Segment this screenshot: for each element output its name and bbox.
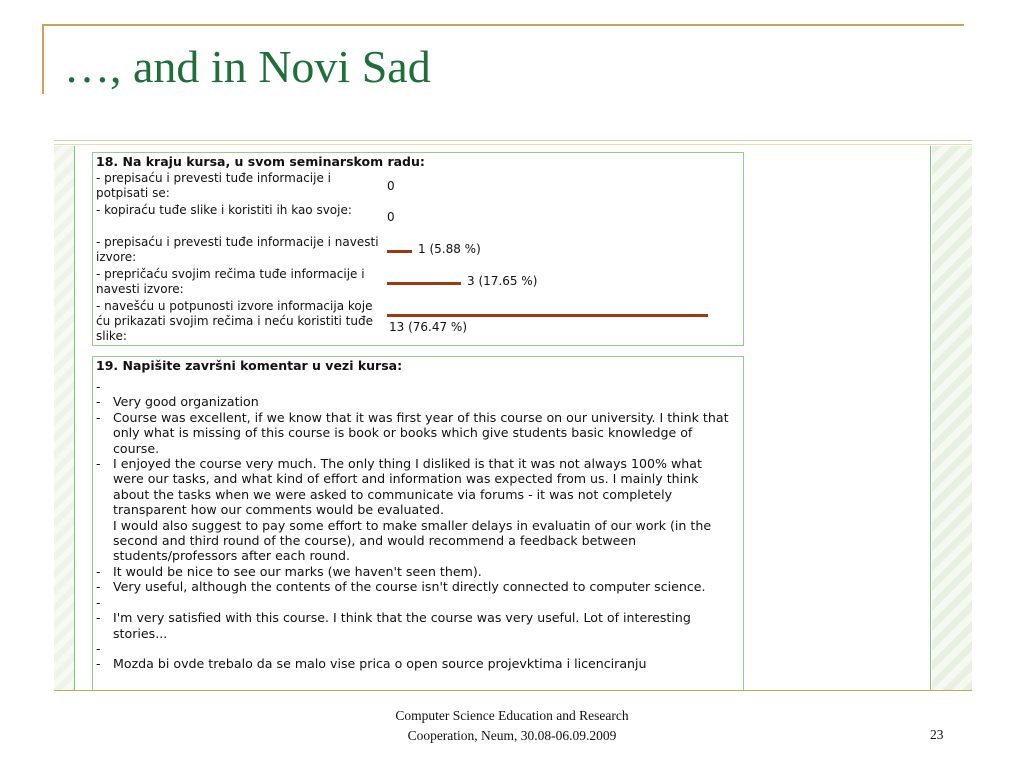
- comment-text: [113, 379, 736, 394]
- option-label: - prepisaću i prevesti tuđe informacije i navesti izvore:: [96, 235, 379, 264]
- comments-list: [96, 379, 736, 672]
- slide-title: …, and in Novi Sad: [64, 41, 431, 92]
- comment-item: [96, 656, 736, 671]
- footer-line: Cooperation, Neum, 30.08-06.09.2009: [407, 728, 617, 743]
- decorative-pattern-right: [932, 146, 972, 690]
- question-19-panel: [92, 356, 744, 690]
- slide-frame-left: [42, 24, 44, 94]
- divider-line: [54, 140, 972, 141]
- column-border-left: [74, 146, 75, 690]
- bullet-dash: -: [96, 394, 101, 410]
- option-value: 0: [387, 179, 395, 193]
- bullet-dash: -: [96, 610, 101, 626]
- option-value: 3 (17.65 %): [467, 274, 538, 288]
- comment-item: [96, 394, 736, 409]
- comment-text: I'm very satisfied with this course. I think that the course was very useful. Lot of interesting stories...: [113, 610, 691, 641]
- result-bar: [387, 250, 412, 253]
- comment-text: It would be nice to see our marks (we haven't seen them).: [113, 563, 482, 579]
- bullet-dash: -: [96, 656, 101, 672]
- bullet-dash: -: [96, 579, 101, 595]
- comment-item: [96, 410, 736, 456]
- bullet-dash: -: [96, 640, 101, 656]
- comment-text: [113, 641, 736, 656]
- comment-item: [96, 579, 736, 594]
- result-bar: [387, 282, 461, 285]
- option-label: - kopiraću tuđe slike i koristiti ih kao svoje:: [96, 203, 352, 217]
- divider-line: [54, 690, 972, 691]
- comment-text: Very useful, although the contents of the course isn't directly connected to computer science.: [113, 579, 706, 595]
- bullet-dash: -: [96, 379, 101, 394]
- question-18-panel: [92, 152, 744, 346]
- comment-item: [96, 564, 736, 579]
- survey-screenshot: [54, 146, 972, 690]
- column-border-right: [930, 146, 931, 690]
- option-label: - prepričaću svojim rečima tuđe informacije i navesti izvore:: [96, 267, 365, 296]
- comment-text: Course was excellent, if we know that it was first year of this course on our university. I think that only what is missing of this course is book or books which give students basic knowledge of course.: [113, 409, 729, 456]
- decorative-pattern-left: [54, 146, 74, 690]
- comment-text: Mozda bi ovde trebalo da se malo vise prica o open source projevktima i licenciranju: [113, 656, 647, 672]
- bullet-dash: -: [96, 456, 101, 472]
- option-value: 0: [387, 210, 395, 224]
- divider-line: [54, 144, 972, 145]
- option-value: 13 (76.47 %): [389, 320, 468, 334]
- question-18-title: 18. Na kraju kursa, u svom seminarskom radu:: [96, 154, 425, 169]
- comment-item: [96, 610, 736, 641]
- page-number: 23: [930, 727, 944, 742]
- comment-item: [96, 641, 736, 656]
- comment-text: I would also suggest to pay some effort to make smaller delays in evaluatin of our work (in the second and third round of the course), and would recommend a feedback between students/professors after each round.: [113, 517, 712, 564]
- comment-text: [113, 595, 736, 610]
- slide-footer: [300, 706, 724, 746]
- comment-text: I enjoyed the course very much. The only thing I disliked is that it was not always 100% what were our tasks, and what kind of effort and information was expected from us. I mainly think about the tasks when we were asked to communicate via forums - it was not completely transparent how our comments would be evaluated.: [113, 456, 702, 518]
- slide-frame-top: [42, 24, 964, 26]
- option-value: 1 (5.88 %): [418, 242, 481, 256]
- comment-item: [96, 456, 736, 564]
- bullet-dash: -: [96, 594, 101, 610]
- comment-item: [96, 595, 736, 610]
- option-label: - navešću u potpunosti izvore informacija koje ću prikazati svojim rečima i neću koristiti tuđe slike:: [96, 299, 373, 343]
- comment-text: Very good organization: [113, 394, 259, 410]
- option-label: - prepisaću i prevesti tuđe informacije i potpisati se:: [96, 171, 331, 200]
- bullet-dash: -: [96, 409, 101, 425]
- comment-item: [96, 379, 736, 394]
- footer-line: Computer Science Education and Research: [395, 708, 629, 723]
- question-19-title: 19. Napišite završni komentar u vezi kursa:: [96, 358, 403, 373]
- bullet-dash: -: [96, 563, 101, 579]
- result-bar: [387, 314, 708, 317]
